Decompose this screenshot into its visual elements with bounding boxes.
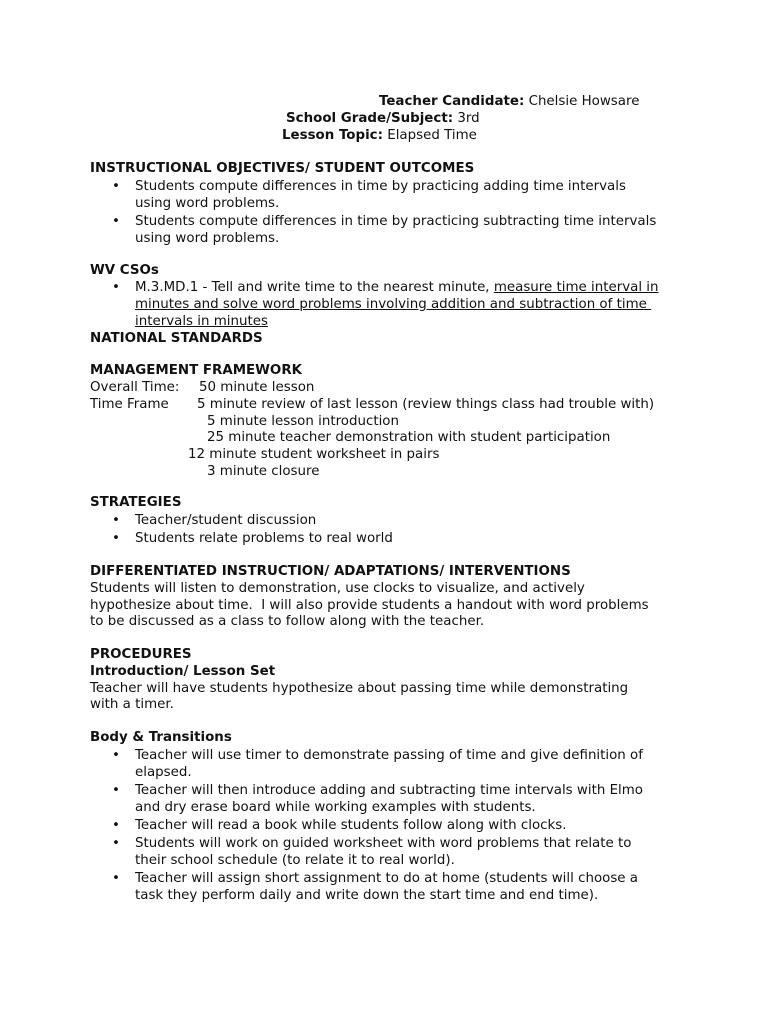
introduction-heading: Introduction/ Lesson Set [90, 664, 276, 679]
body-item-line: Teacher will then introduce adding and subtracting time intervals with Elmo [135, 783, 643, 798]
body-item-line: their school schedule (to relate it to real world). [135, 853, 455, 868]
differentiated-line: hypothesize about time. I will also provide students a handout with word problems [90, 598, 649, 613]
lesson-topic-label: Lesson Topic: [282, 128, 383, 143]
grade-subject-value: 3rd [457, 111, 480, 126]
body-item-line: task they perform daily and write down the start time and end time). [135, 888, 599, 903]
wv-cso-line-1 [135, 279, 659, 296]
introduction-line: with a timer. [90, 697, 174, 712]
bullet-icon: • [112, 783, 120, 798]
teacher-candidate-label: Teacher Candidate: [379, 94, 525, 109]
bullet-icon: • [112, 871, 120, 886]
lesson-topic-line [282, 127, 477, 144]
time-frame-item: 12 minute student worksheet in pairs [188, 447, 440, 462]
grade-subject-label: School Grade/Subject: [286, 111, 454, 126]
bullet-icon: • [112, 513, 120, 528]
bullet-icon: • [112, 836, 120, 851]
strategy-item: Students relate problems to real world [135, 531, 393, 546]
overall-time-label: Overall Time: [90, 380, 180, 395]
objective-1-line-1: Students compute differences in time by practicing adding time intervals [135, 179, 626, 194]
body-item-line: Teacher will read a book while students follow along with clocks. [135, 818, 567, 833]
teacher-candidate-line [379, 93, 639, 110]
differentiated-heading: DIFFERENTIATED INSTRUCTION/ ADAPTATIONS/ INTERVENTIONS [90, 564, 571, 579]
body-item-line: Students will work on guided worksheet with word problems that relate to [135, 836, 632, 851]
bullet-icon: • [112, 531, 120, 546]
procedures-heading: PROCEDURES [90, 647, 192, 662]
lesson-topic-value: Elapsed Time [387, 128, 477, 143]
bullet-icon: • [112, 748, 120, 763]
wv-cso-plain-text: M.3.MD.1 - Tell and write time to the nearest minute, [135, 280, 494, 295]
body-item-line: Teacher will use timer to demonstrate passing of time and give definition of [135, 748, 643, 763]
bullet-icon: • [112, 179, 120, 194]
objective-2-line-2: using word problems. [135, 231, 280, 246]
overall-time-value: 50 minute lesson [199, 380, 315, 395]
strategy-item: Teacher/student discussion [135, 513, 317, 528]
time-frame-item: 5 minute lesson introduction [207, 414, 399, 429]
wv-cso-line-3: intervals in minutes [135, 314, 268, 329]
differentiated-line: to be discussed as a class to follow along with the teacher. [90, 614, 485, 629]
objective-1-line-2: using word problems. [135, 196, 280, 211]
grade-subject-line [286, 110, 480, 127]
time-frame-label: Time Frame [90, 397, 169, 412]
objectives-heading: INSTRUCTIONAL OBJECTIVES/ STUDENT OUTCOMES [90, 161, 475, 176]
bullet-icon: • [112, 214, 120, 229]
time-frame-item: 25 minute teacher demonstration with student participation [207, 430, 611, 445]
management-framework-heading: MANAGEMENT FRAMEWORK [90, 363, 303, 378]
national-standards-heading: NATIONAL STANDARDS [90, 331, 263, 346]
introduction-line: Teacher will have students hypothesize about passing time while demonstrating [90, 681, 629, 696]
objective-2-line-1: Students compute differences in time by practicing subtracting time intervals [135, 214, 657, 229]
body-item-line: Teacher will assign short assignment to do at home (students will choose a [135, 871, 639, 886]
bullet-icon: • [112, 280, 120, 295]
body-item-line: and dry erase board while working examples with students. [135, 800, 536, 815]
time-frame-item: 3 minute closure [207, 464, 320, 479]
body-transitions-heading: Body & Transitions [90, 730, 232, 745]
strategies-heading: STRATEGIES [90, 495, 182, 510]
wv-csos-heading: WV CSOs [90, 263, 159, 278]
wv-cso-underlined-text: measure time interval in [493, 280, 659, 295]
differentiated-line: Students will listen to demonstration, use clocks to visualize, and actively [90, 581, 585, 596]
bullet-icon: • [112, 818, 120, 833]
body-item-line: elapsed. [135, 765, 192, 780]
time-frame-item: 5 minute review of last lesson (review things class had trouble with) [197, 397, 655, 412]
teacher-candidate-value: Chelsie Howsare [528, 94, 640, 109]
wv-cso-line-2: minutes and solve word problems involving addition and subtraction of time [135, 297, 652, 312]
